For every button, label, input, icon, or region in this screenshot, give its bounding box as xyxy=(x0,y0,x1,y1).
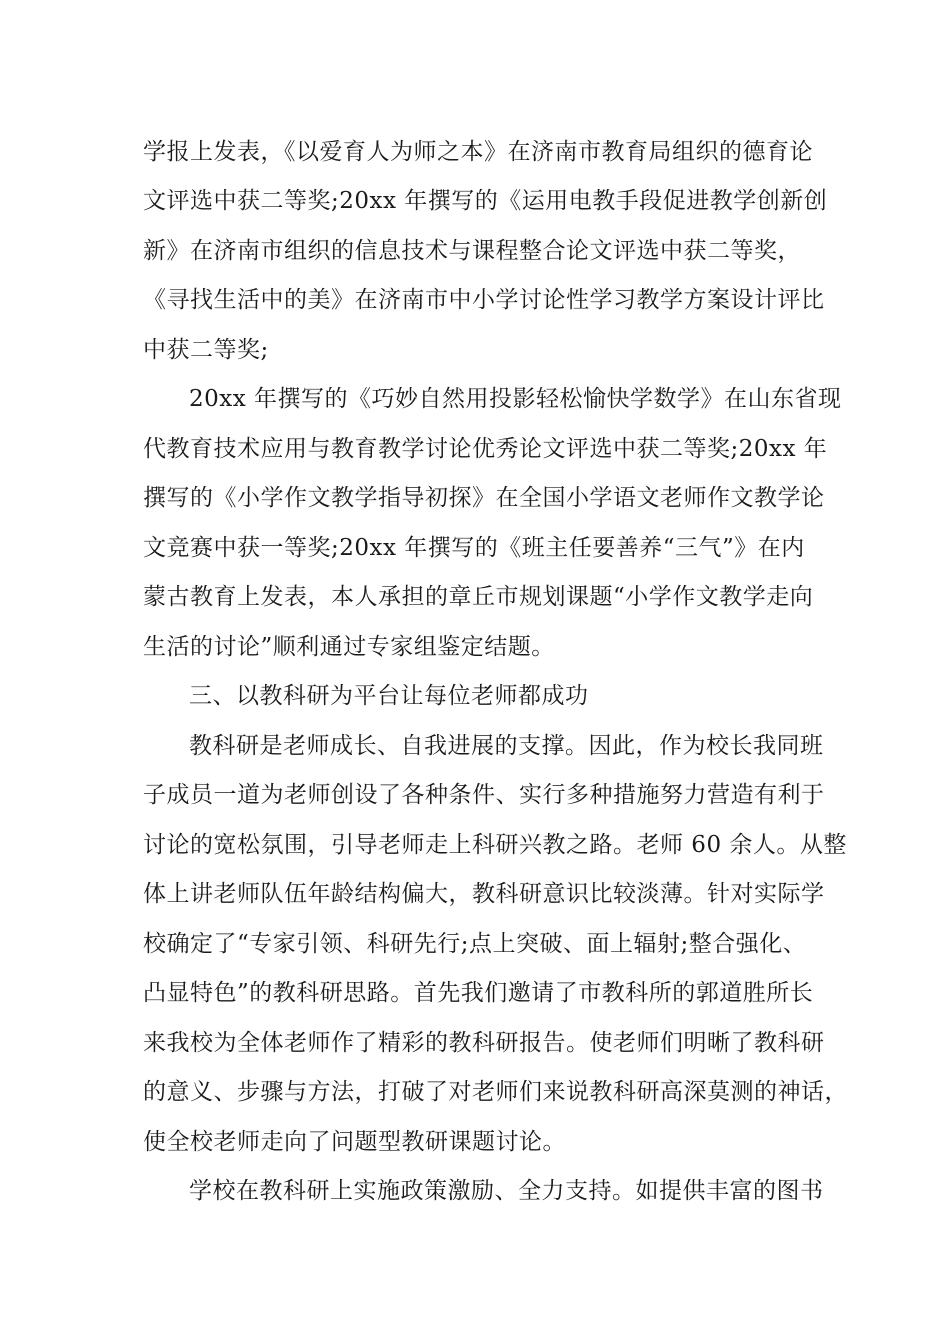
text-line: 文竞赛中获一等奖;20xx 年撰写的《班主任要善养“三气”》在内 xyxy=(143,535,805,561)
text-line: 代教育技术应用与教育教学讨论优秀论文评选中获二等奖;20xx 年 xyxy=(143,436,828,462)
text-line: 生活的讨论”顺利通过专家组鉴定结题。 xyxy=(143,634,555,660)
text-line: 新》在济南市组织的信息技术与课程整合论文评选中获二等奖， xyxy=(143,238,801,264)
text-line: 使全校老师走向了问题型教研课题讨论。 xyxy=(143,1129,566,1155)
text-line: 体上讲老师队伍年龄结构偏大，教科研意识比较淡薄。针对实际学 xyxy=(143,881,825,907)
text-line: 子成员一道为老师创设了各种条件、实行多种措施努力营造有利于 xyxy=(143,782,825,808)
paragraph-first-line: 20xx 年撰写的《巧妙自然用投影轻松愉快学数学》在山东省现 xyxy=(189,386,842,412)
text-line: 撰写的《小学作文教学指导初探》在全国小学语文老师作文教学论 xyxy=(143,485,825,511)
text-line: 讨论的宽松氛围，引导老师走上科研兴教之路。老师 60 余人。从整 xyxy=(143,832,847,858)
text-line: 文评选中获二等奖;20xx 年撰写的《运用电教手段促进教学创新创 xyxy=(143,188,828,214)
text-line: 的意义、步骤与方法，打破了对老师们来说教科研高深莫测的神话， xyxy=(143,1079,848,1105)
paragraph-first-line: 学校在教科研上实施政策激励、全力支持。如提供丰富的图书 xyxy=(189,1178,824,1204)
text-line: 蒙古教育上发表，本人承担的章丘市规划课题“小学作文教学走向 xyxy=(143,584,814,610)
text-line: 来我校为全体老师作了精彩的教科研报告。使老师们明晰了教科研 xyxy=(143,1030,825,1056)
section-heading: 三、以教科研为平台让每位老师都成功 xyxy=(189,683,589,709)
text-line: 校确定了“专家引领、科研先行;点上突破、面上辐射;整合强化、 xyxy=(143,931,807,957)
text-line: 凸显特色”的教科研思路。首先我们邀请了市教科所的郭道胜所长 xyxy=(143,980,814,1006)
text-line: 中获二等奖; xyxy=(143,337,269,363)
paragraph-first-line: 教科研是老师成长、自我进展的支撑。因此，作为校长我同班 xyxy=(189,733,824,759)
text-line: 学报上发表，《以爱育人为师之本》在济南市教育局组织的德育论 xyxy=(143,139,813,165)
text-line: 《寻找生活中的美》在济南市中小学讨论性学习教学方案设计评比 xyxy=(143,287,825,313)
